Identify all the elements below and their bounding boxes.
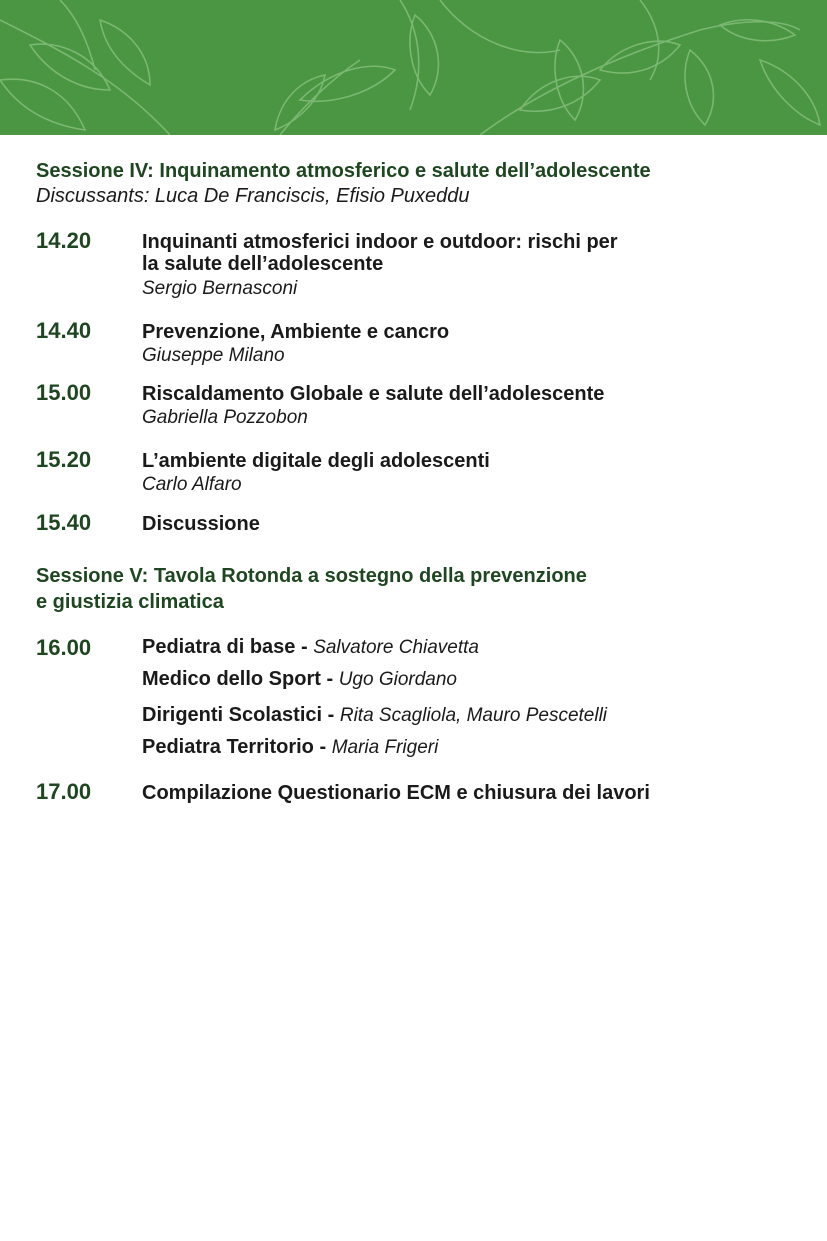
panel-member [142, 734, 438, 761]
talk-title: Prevenzione, Ambiente e cancro [142, 321, 450, 343]
panel-role: Pediatra di base [142, 636, 296, 658]
panel-separator: - [295, 636, 314, 658]
panel-names: Salvatore Chiavetta [313, 637, 480, 658]
time-slot: 15.00 [36, 380, 92, 405]
panel-names: Ugo Giordano [338, 669, 457, 690]
panel-separator: - [320, 668, 339, 690]
header-banner [0, 0, 827, 135]
talk-speaker: Sergio Bernasconi [142, 278, 298, 299]
closing-item [142, 782, 782, 804]
panel-role: Medico dello Sport [142, 668, 321, 690]
talk-speaker: Gabriella Pozzobon [142, 407, 308, 428]
leaf-pattern-icon [0, 0, 827, 135]
panel-member [142, 666, 457, 693]
talk-item [142, 513, 782, 535]
panel-member [142, 634, 479, 661]
time-slot: 15.20 [36, 447, 92, 472]
talk-item [142, 383, 782, 431]
talk-item [142, 450, 782, 498]
session-5-title-line2: e giustizia climatica [36, 591, 224, 613]
talk-speaker: Giuseppe Milano [142, 345, 285, 366]
panel-separator: - [322, 704, 340, 726]
session-4-title: Sessione IV: Inquinamento atmosferico e salute dell’adolescente [36, 160, 651, 182]
talk-title: Riscaldamento Globale e salute dell’adolescente [142, 383, 605, 405]
session-5-title: Sessione V: Tavola Rotonda a sostegno della prevenzione [36, 565, 587, 587]
panel-names: Maria Frigeri [331, 737, 439, 758]
time-slot: 14.20 [36, 228, 92, 253]
talk-title-line2: la salute dell’adolescente [142, 253, 384, 275]
panel-role: Dirigenti Scolastici [142, 704, 323, 726]
time-slot: 15.40 [36, 510, 92, 535]
time-slot: 16.00 [36, 635, 92, 660]
talk-speaker: Carlo Alfaro [142, 474, 242, 495]
panel-role: Pediatra Territorio [142, 736, 314, 758]
panel-separator: - [313, 736, 332, 758]
talk-item [142, 231, 782, 302]
time-slot: 17.00 [36, 779, 92, 804]
talk-title: L’ambiente digitale degli adolescenti [142, 450, 490, 472]
talk-item [142, 321, 782, 369]
talk-title: Inquinanti atmosferici indoor e outdoor: rischi per [142, 231, 618, 253]
time-slot: 14.40 [36, 318, 92, 343]
talk-title: Discussione [142, 513, 260, 535]
panel-names: Rita Scagliola, Mauro Pescetelli [339, 705, 608, 726]
session-4-discussants: Discussants: Luca De Franciscis, Efisio Puxeddu [36, 185, 470, 207]
closing-title: Compilazione Questionario ECM e chiusura dei lavori [142, 782, 650, 804]
panel-member [142, 702, 607, 729]
